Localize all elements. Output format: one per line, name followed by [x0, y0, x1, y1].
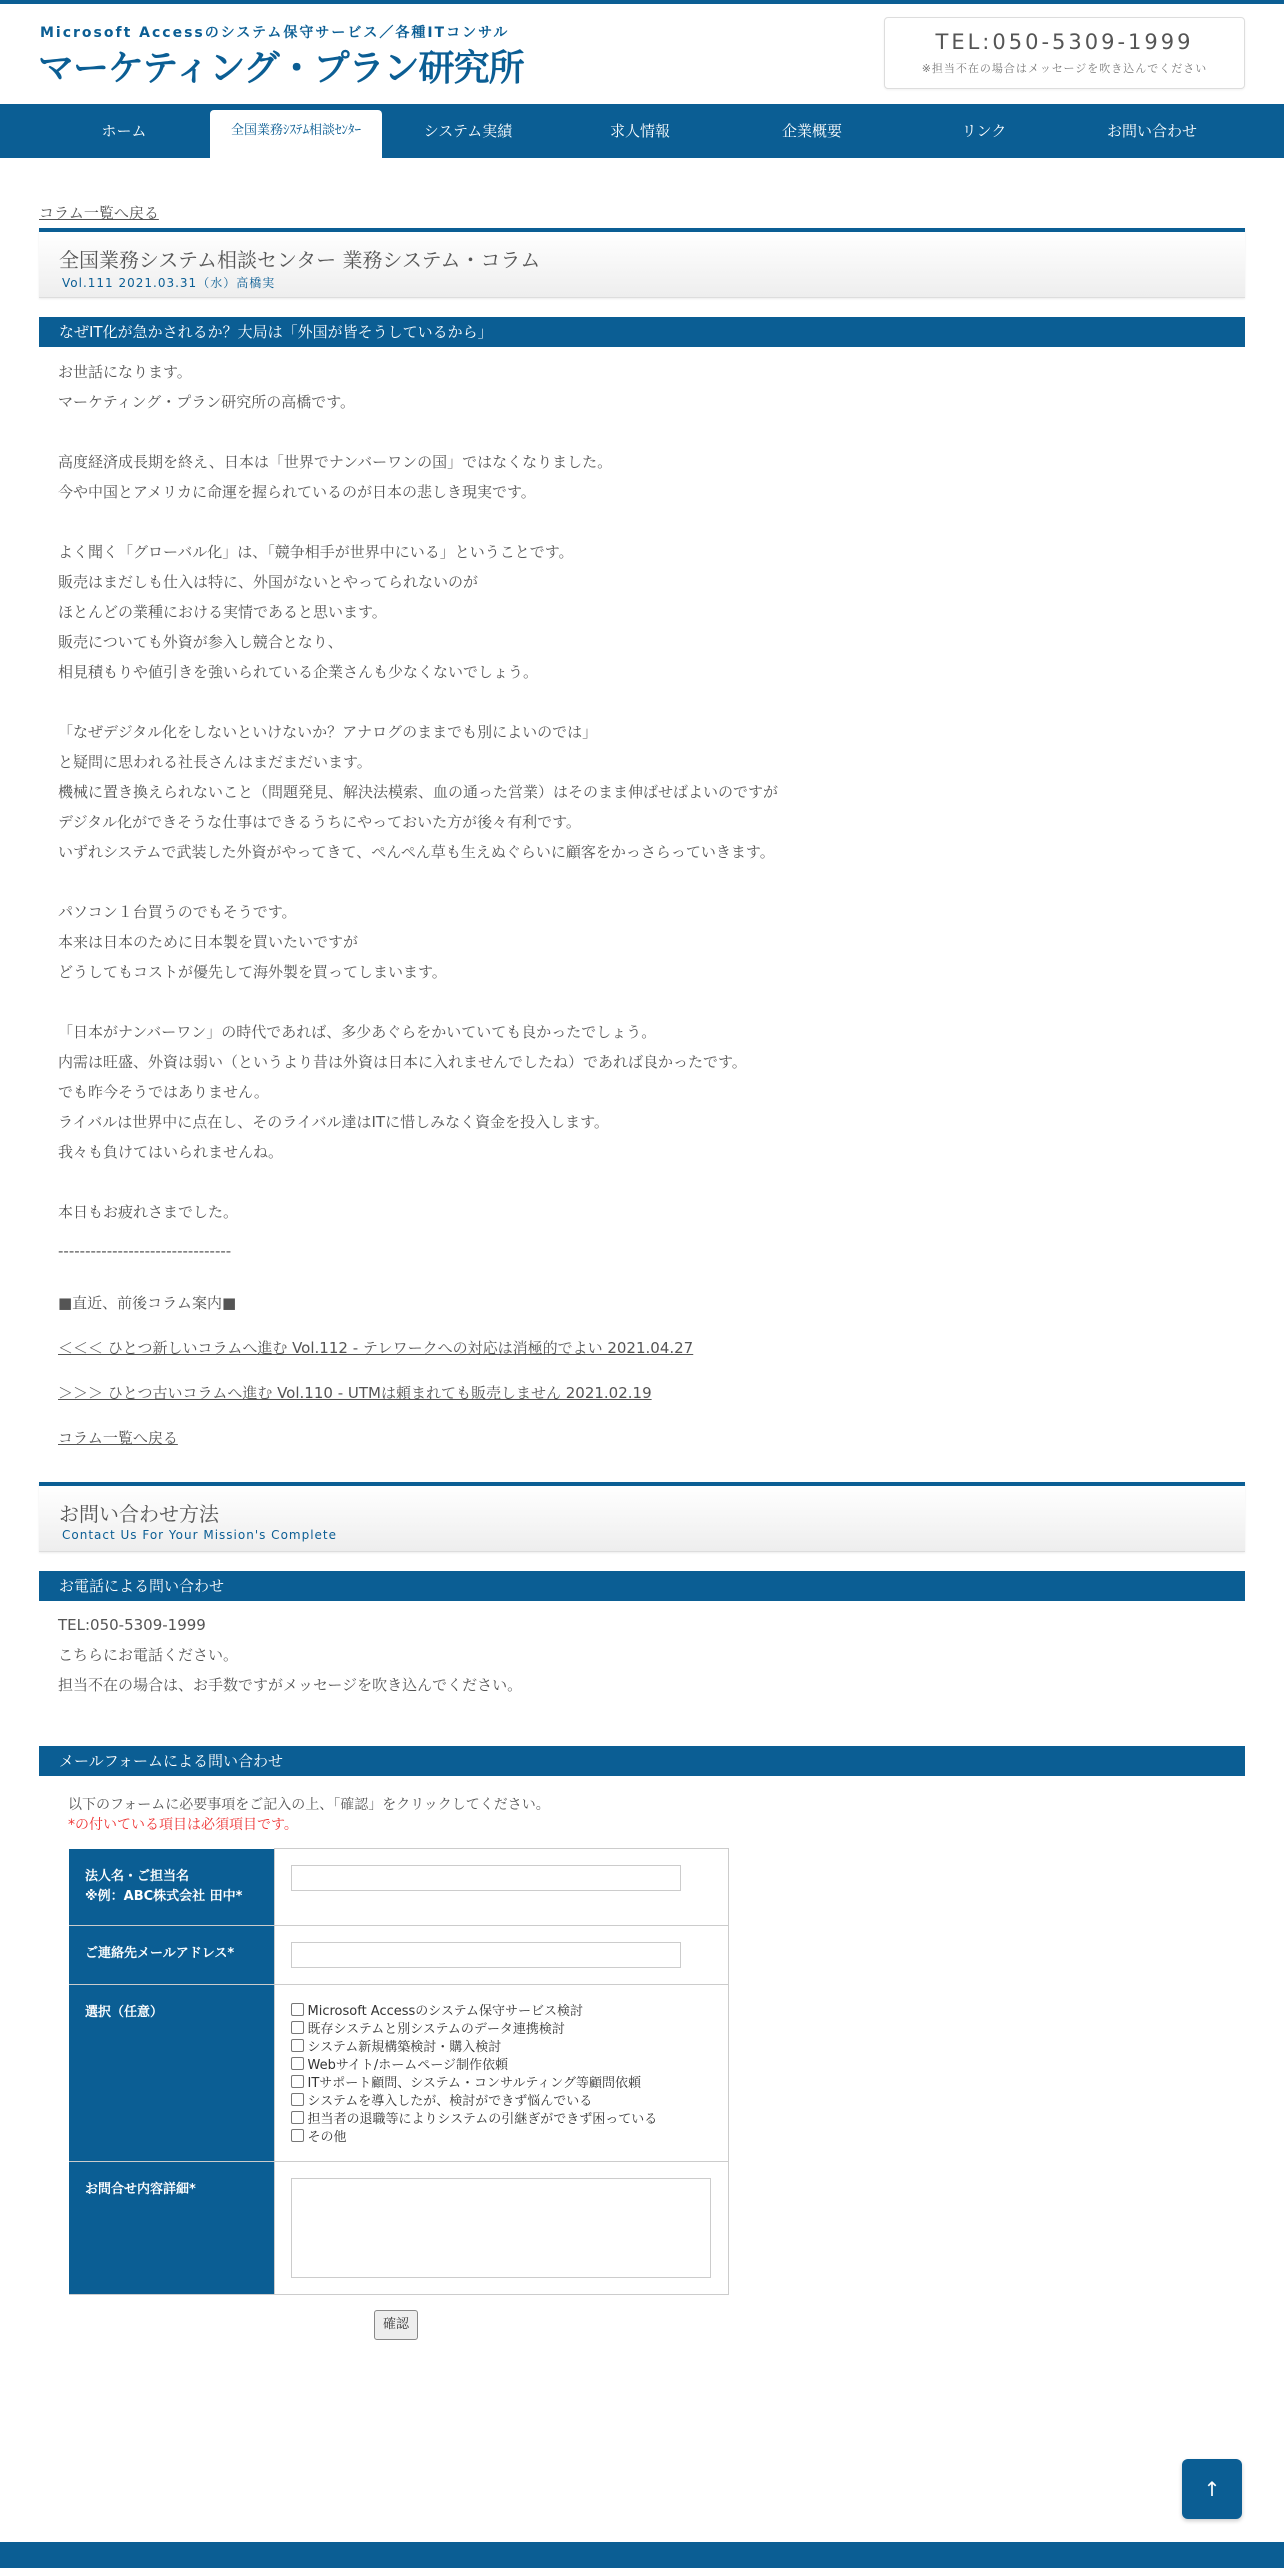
- main-nav: [0, 104, 1284, 158]
- confirm-button[interactable]: 確認: [374, 2310, 418, 2340]
- option-checkbox-8[interactable]: その他: [291, 2127, 713, 2145]
- article-paragraph-1: お世話になります。 マーケティング・プラン研究所の高橋です。: [58, 363, 356, 411]
- option-checkbox-1[interactable]: Microsoft Accessのシステム保守サービス検討: [291, 2001, 713, 2019]
- nav-item-company[interactable]: 企業概要: [781, 122, 842, 140]
- mail-contact-heading: メールフォームによる問い合わせ: [39, 1746, 1245, 1776]
- site-tagline: Microsoft Accessのシステム保守サービス／各種ITコンサル: [40, 25, 510, 41]
- top-accent-bar: [0, 0, 1284, 4]
- checkbox-icon[interactable]: [291, 2021, 304, 2034]
- select-field-label: 選択（任意）: [69, 1984, 274, 2161]
- nav-item-contact[interactable]: お問い合わせ: [1106, 122, 1197, 140]
- article-meta: Vol.111 2021.03.31（水）高橋実: [62, 276, 276, 290]
- article-paragraph-6: 「日本がナンバーワン」の時代であれば、多少あぐらをかいていても良かったでしょう。 内需は旺盛、外資は弱い（というより昔は外資は日本に入れませんでしたね）であれば良かったです。 でも昨今そうではありません。 ライバルは世界中に点在し、そのライバル達はITに惜しみなく資金を投入します。 我々も負けてはいられませんね。: [58, 1023, 747, 1161]
- header-tel-box: [884, 17, 1245, 89]
- header-tel-note: ※担当不在の場合はメッセージを吹き込んでください: [921, 62, 1208, 75]
- back-to-column-list-link-bottom[interactable]: コラム一覧へ戻る: [58, 1429, 178, 1447]
- article-divider: --------------------------------: [58, 1242, 232, 1260]
- nav-item-home[interactable]: ホーム: [101, 122, 147, 140]
- article-paragraph-4: 「なぜデジタル化をしないといけないか？アナログのままでも別によいのでは」 と疑問に思われる社長さんはまだまだいます。 機械に置き換えられないこと（問題発見、解決法模索、血の通った営業）はそのまま伸ばせばよいのですが デジタル化ができそうな仕事はできるうちにやっておいた方が後々有利です。 いずれシステムで武装した外資がやってきて、ぺんぺん草も生えぬぐらいに顧客をかっさらっていきます。: [58, 723, 779, 861]
- contact-subtitle: Contact Us For Your Mission's Complete: [62, 1528, 338, 1542]
- nav-item-consult-center[interactable]: 全国業務ｼｽﾃﾑ相談ｾﾝﾀｰ: [210, 110, 382, 158]
- article-paragraph-2: 高度経済成長期を終え、日本は「世界でナンバーワンの国」ではなくなりました。 今や中国とアメリカに命運を握られているのが日本の悲しき現実です。: [58, 453, 613, 501]
- phone-contact-heading: お電話による問い合わせ: [39, 1571, 1245, 1601]
- option-checkbox-3[interactable]: システム新規構築検討・購入検討: [291, 2037, 713, 2055]
- article-heading: なぜIT化が急かされるか？大局は「外国が皆そうしているから」: [39, 317, 1245, 347]
- contact-form: [69, 1848, 729, 2295]
- footer-bar: [0, 2542, 1284, 2568]
- article-title-box: [39, 228, 1245, 298]
- checkbox-icon[interactable]: [291, 2093, 304, 2106]
- site-logo[interactable]: マーケティング・プラン研究所: [38, 48, 524, 89]
- article-title: 全国業務システム相談センター 業務システム・コラム: [59, 248, 541, 272]
- form-intro: 以下のフォームに必要事項をご記入の上、「確認」をクリックしてください。 *の付いている項目は必須項目です。: [68, 1797, 550, 1833]
- phone-number: TEL:050-5309-1999: [58, 1616, 206, 1634]
- article-paragraph-5: パソコン１台買うのでもそうです。 本来は日本のために日本製を買いたいですが どうしてもコストが優先して海外製を買ってしまいます。: [58, 903, 447, 981]
- option-checkbox-2[interactable]: 既存システムと別システムのデータ連携検討: [291, 2019, 713, 2037]
- checkbox-icon[interactable]: [291, 2039, 304, 2052]
- checkbox-icon[interactable]: [291, 2129, 304, 2142]
- older-column-link[interactable]: ＞＞＞ ひとつ古いコラムへ進む Vol.110 - UTMは頼まれても販売しません 2021.02.19: [58, 1384, 652, 1402]
- nav-item-jobs[interactable]: 求人情報: [609, 122, 670, 140]
- option-checkbox-group: [274, 1984, 729, 2161]
- nav-item-links[interactable]: リンク: [961, 122, 1007, 140]
- newer-column-link[interactable]: ＜＜＜ ひとつ新しいコラムへ進む Vol.112 - テレワークへの対応は消極的でよい 2021.04.27: [58, 1339, 694, 1357]
- header-tel[interactable]: TEL:050-5309-1999: [935, 30, 1194, 54]
- option-checkbox-6[interactable]: システムを導入したが、検討ができず悩んでいる: [291, 2091, 713, 2109]
- option-checkbox-4[interactable]: Webサイト/ホームページ制作依頼: [291, 2055, 713, 2073]
- option-checkbox-7[interactable]: 担当者の退職等によりシステムの引継ぎができず困っている: [291, 2109, 713, 2127]
- nav-item-system-results[interactable]: システム実績: [423, 122, 513, 140]
- column-nav-heading: ■直近、前後コラム案内■: [58, 1294, 237, 1312]
- back-to-column-list-link[interactable]: コラム一覧へ戻る: [39, 204, 159, 222]
- email-input[interactable]: [291, 1942, 681, 1968]
- name-field-label: 法人名・ご担当名 ※例：ABC株式会社 田中*: [69, 1849, 274, 1926]
- article-paragraph-7: 本日もお疲れさまでした。: [58, 1203, 239, 1221]
- checkbox-icon[interactable]: [291, 2057, 304, 2070]
- option-checkbox-5[interactable]: ITサポート顧問、システム・コンサルティング等顧問依頼: [291, 2073, 713, 2091]
- phone-contact-text: TEL:050-5309-1999 こちらにお電話ください。 担当不在の場合は、お手数ですがメッセージを吹き込んでください。: [58, 1610, 522, 1700]
- scroll-to-top-button[interactable]: ↑: [1182, 2459, 1242, 2519]
- required-note: *の付いている項目は必須項目です。: [68, 1817, 298, 1833]
- contact-title-box: [39, 1482, 1245, 1552]
- name-input[interactable]: [291, 1865, 681, 1891]
- checkbox-icon[interactable]: [291, 2075, 304, 2088]
- detail-field-label: お問合せ内容詳細*: [69, 2161, 274, 2294]
- checkbox-icon[interactable]: [291, 2111, 304, 2124]
- contact-title: お問い合わせ方法: [59, 1502, 219, 1526]
- checkbox-icon[interactable]: [291, 2003, 304, 2016]
- article-paragraph-3: よく聞く「グローバル化」は、「競争相手が世界中にいる」ということです。 販売はまだしも仕入は特に、外国がないとやってられないのが ほとんどの業種における実情であると思います。 販売についても外資が参入し競合となり、 相見積もりや値引きを強いられている企業さんも少なくないでしょう。: [58, 543, 574, 681]
- detail-textarea[interactable]: [291, 2178, 711, 2278]
- email-field-label: ご連絡先メールアドレス*: [69, 1925, 274, 1984]
